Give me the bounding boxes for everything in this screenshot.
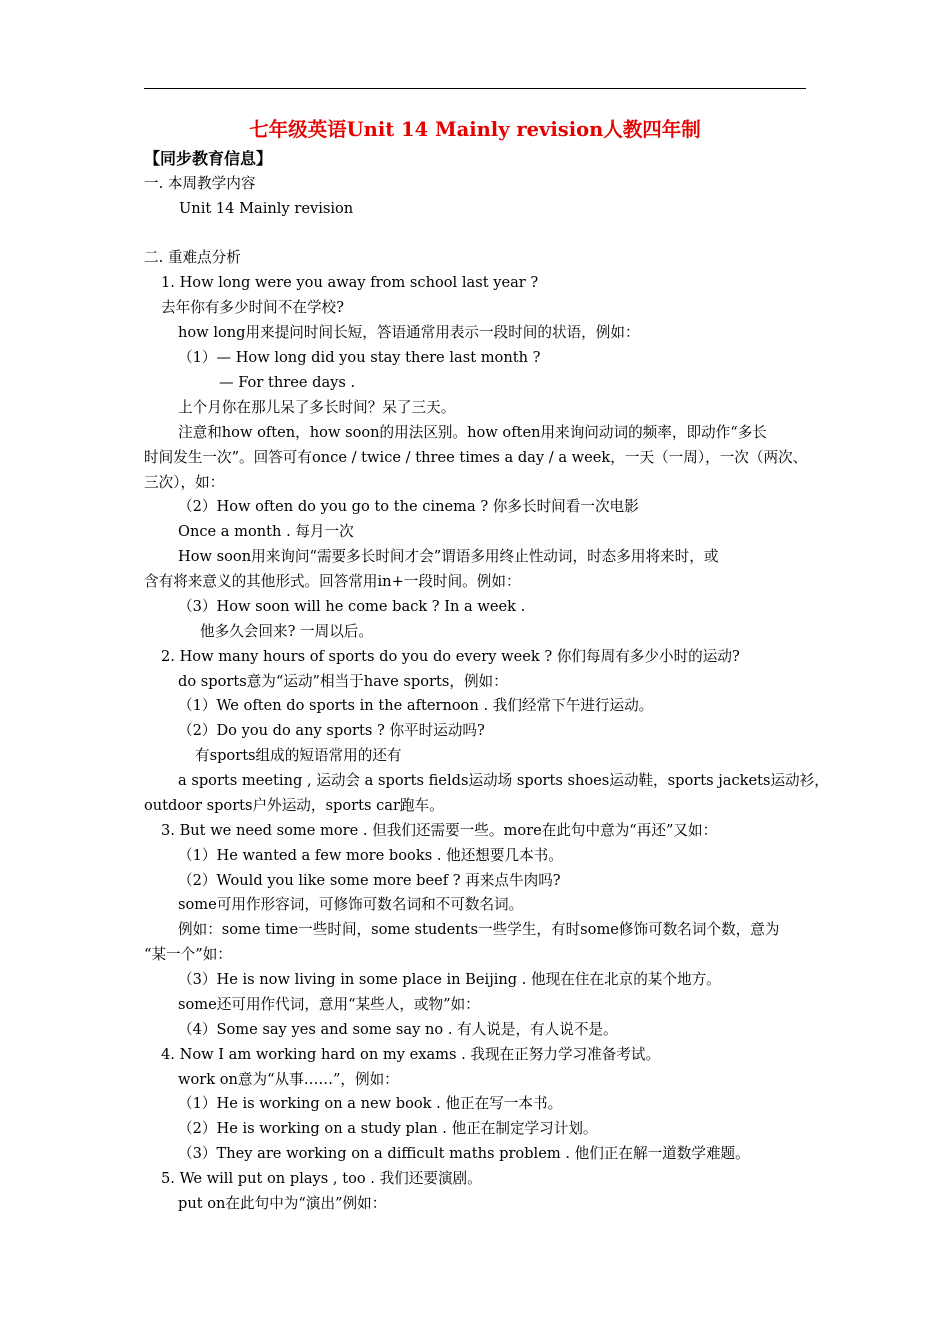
text-line: 三次），如： (144, 474, 225, 491)
text-line: 例如：some time一些时间，some students一些学生，有时some修饰可数名词个数，意为 (178, 921, 780, 938)
text-line: some还可用作代词，意用“某些人，或物”如： (178, 996, 480, 1013)
text-line: 时间发生一次”。回答可有once / twice / three times a day / a week，一天（一周），一次（两次、 (144, 449, 808, 466)
text-line: （1）He wanted a few more books . 他还想要几本书。 (178, 847, 563, 864)
text-line: 上个月你在那儿呆了多长时间？呆了三天。 (178, 399, 456, 416)
text-line: （3）How soon will he come back ? In a week . (178, 598, 526, 615)
text-line: 有sports组成的短语常用的还有 (195, 747, 402, 764)
text-line: （3）He is now living in some place in Beijing . 他现在住在北京的某个地方。 (178, 971, 721, 988)
text-line: 注意和how often，how soon的用法区别。how often用来询问动词的频率，即动作“多长 (178, 424, 767, 441)
text-line: 3. But we need some more . 但我们还需要一些。more在此句中意为“再还”又如： (161, 822, 718, 839)
text-line: Unit 14 Mainly revision (179, 200, 354, 217)
text-line: Once a month . 每月一次 (178, 523, 354, 540)
text-line: 5. We will put on plays , too . 我们还要演剧。 (161, 1170, 482, 1187)
text-line: （1）— How long did you stay there last month ? (178, 349, 541, 366)
text-line: 1. How long were you away from school last year ? (161, 274, 539, 291)
text-line: — For three days . (219, 374, 356, 391)
text-line: do sports意为“运动”相当于have sports，例如： (178, 673, 508, 690)
text-line: 二. 重难点分析 (144, 249, 241, 266)
text-line: some可用作形容词，可修饰可数名词和不可数名词。 (178, 896, 524, 913)
text-line: How soon用来询问“需要多长时间才会”谓语多用终止性动词，时态多用将来时，或 (178, 548, 719, 565)
text-line: （3）They are working on a difficult maths problem . 他们正在解一道数学难题。 (178, 1145, 750, 1162)
text-line: （1）He is working on a new book . 他正在写一本书。 (178, 1095, 563, 1112)
text-line: （4）Some say yes and some say no . 有人说是，有人说不是。 (178, 1021, 618, 1038)
text-line: a sports meeting , 运动会 a sports fields运动场 sports shoes运动鞋，sports jackets运动衫， (178, 772, 829, 789)
text-line: “某一个”如： (144, 946, 232, 963)
text-line: （2）Do you do any sports ? 你平时运动吗? (178, 722, 485, 739)
text-line: put on在此句中为“演出”例如： (178, 1195, 387, 1212)
text-line: 4. Now I am working hard on my exams . 我现在正努力学习准备考试。 (161, 1046, 661, 1063)
text-line: how long用来提问时间长短，答语通常用表示一段时间的状语，例如： (178, 324, 640, 341)
text-line: （2）Would you like some more beef ? 再来点牛肉吗? (178, 872, 561, 889)
text-line: 一. 本周教学内容 (144, 175, 256, 192)
text-line: （2）He is working on a study plan . 他正在制定学习计划。 (178, 1120, 598, 1137)
text-line: 含有将来意义的其他形式。回答常用in+一段时间。例如： (144, 573, 521, 590)
section-heading: 【同步教育信息】 (144, 149, 273, 168)
text-line: outdoor sports户外运动，sports car跑车。 (144, 797, 444, 814)
text-line: （2）How often do you go to the cinema ? 你多长时间看一次电影 (178, 498, 639, 515)
text-line: 2. How many hours of sports do you do every week ? 你们每周有多少小时的运动? (161, 648, 740, 665)
text-line: 他多久会回来? 一周以后。 (200, 623, 373, 640)
text-line: （1）We often do sports in the afternoon . 我们经常下午进行运动。 (178, 697, 654, 714)
text-line: 去年你有多少时间不在学校? (161, 299, 344, 316)
text-line: work on意为“从事……”，例如： (178, 1071, 399, 1088)
document-title: 七年级英语Unit 14 Mainly revision人教四年制 (249, 118, 701, 141)
